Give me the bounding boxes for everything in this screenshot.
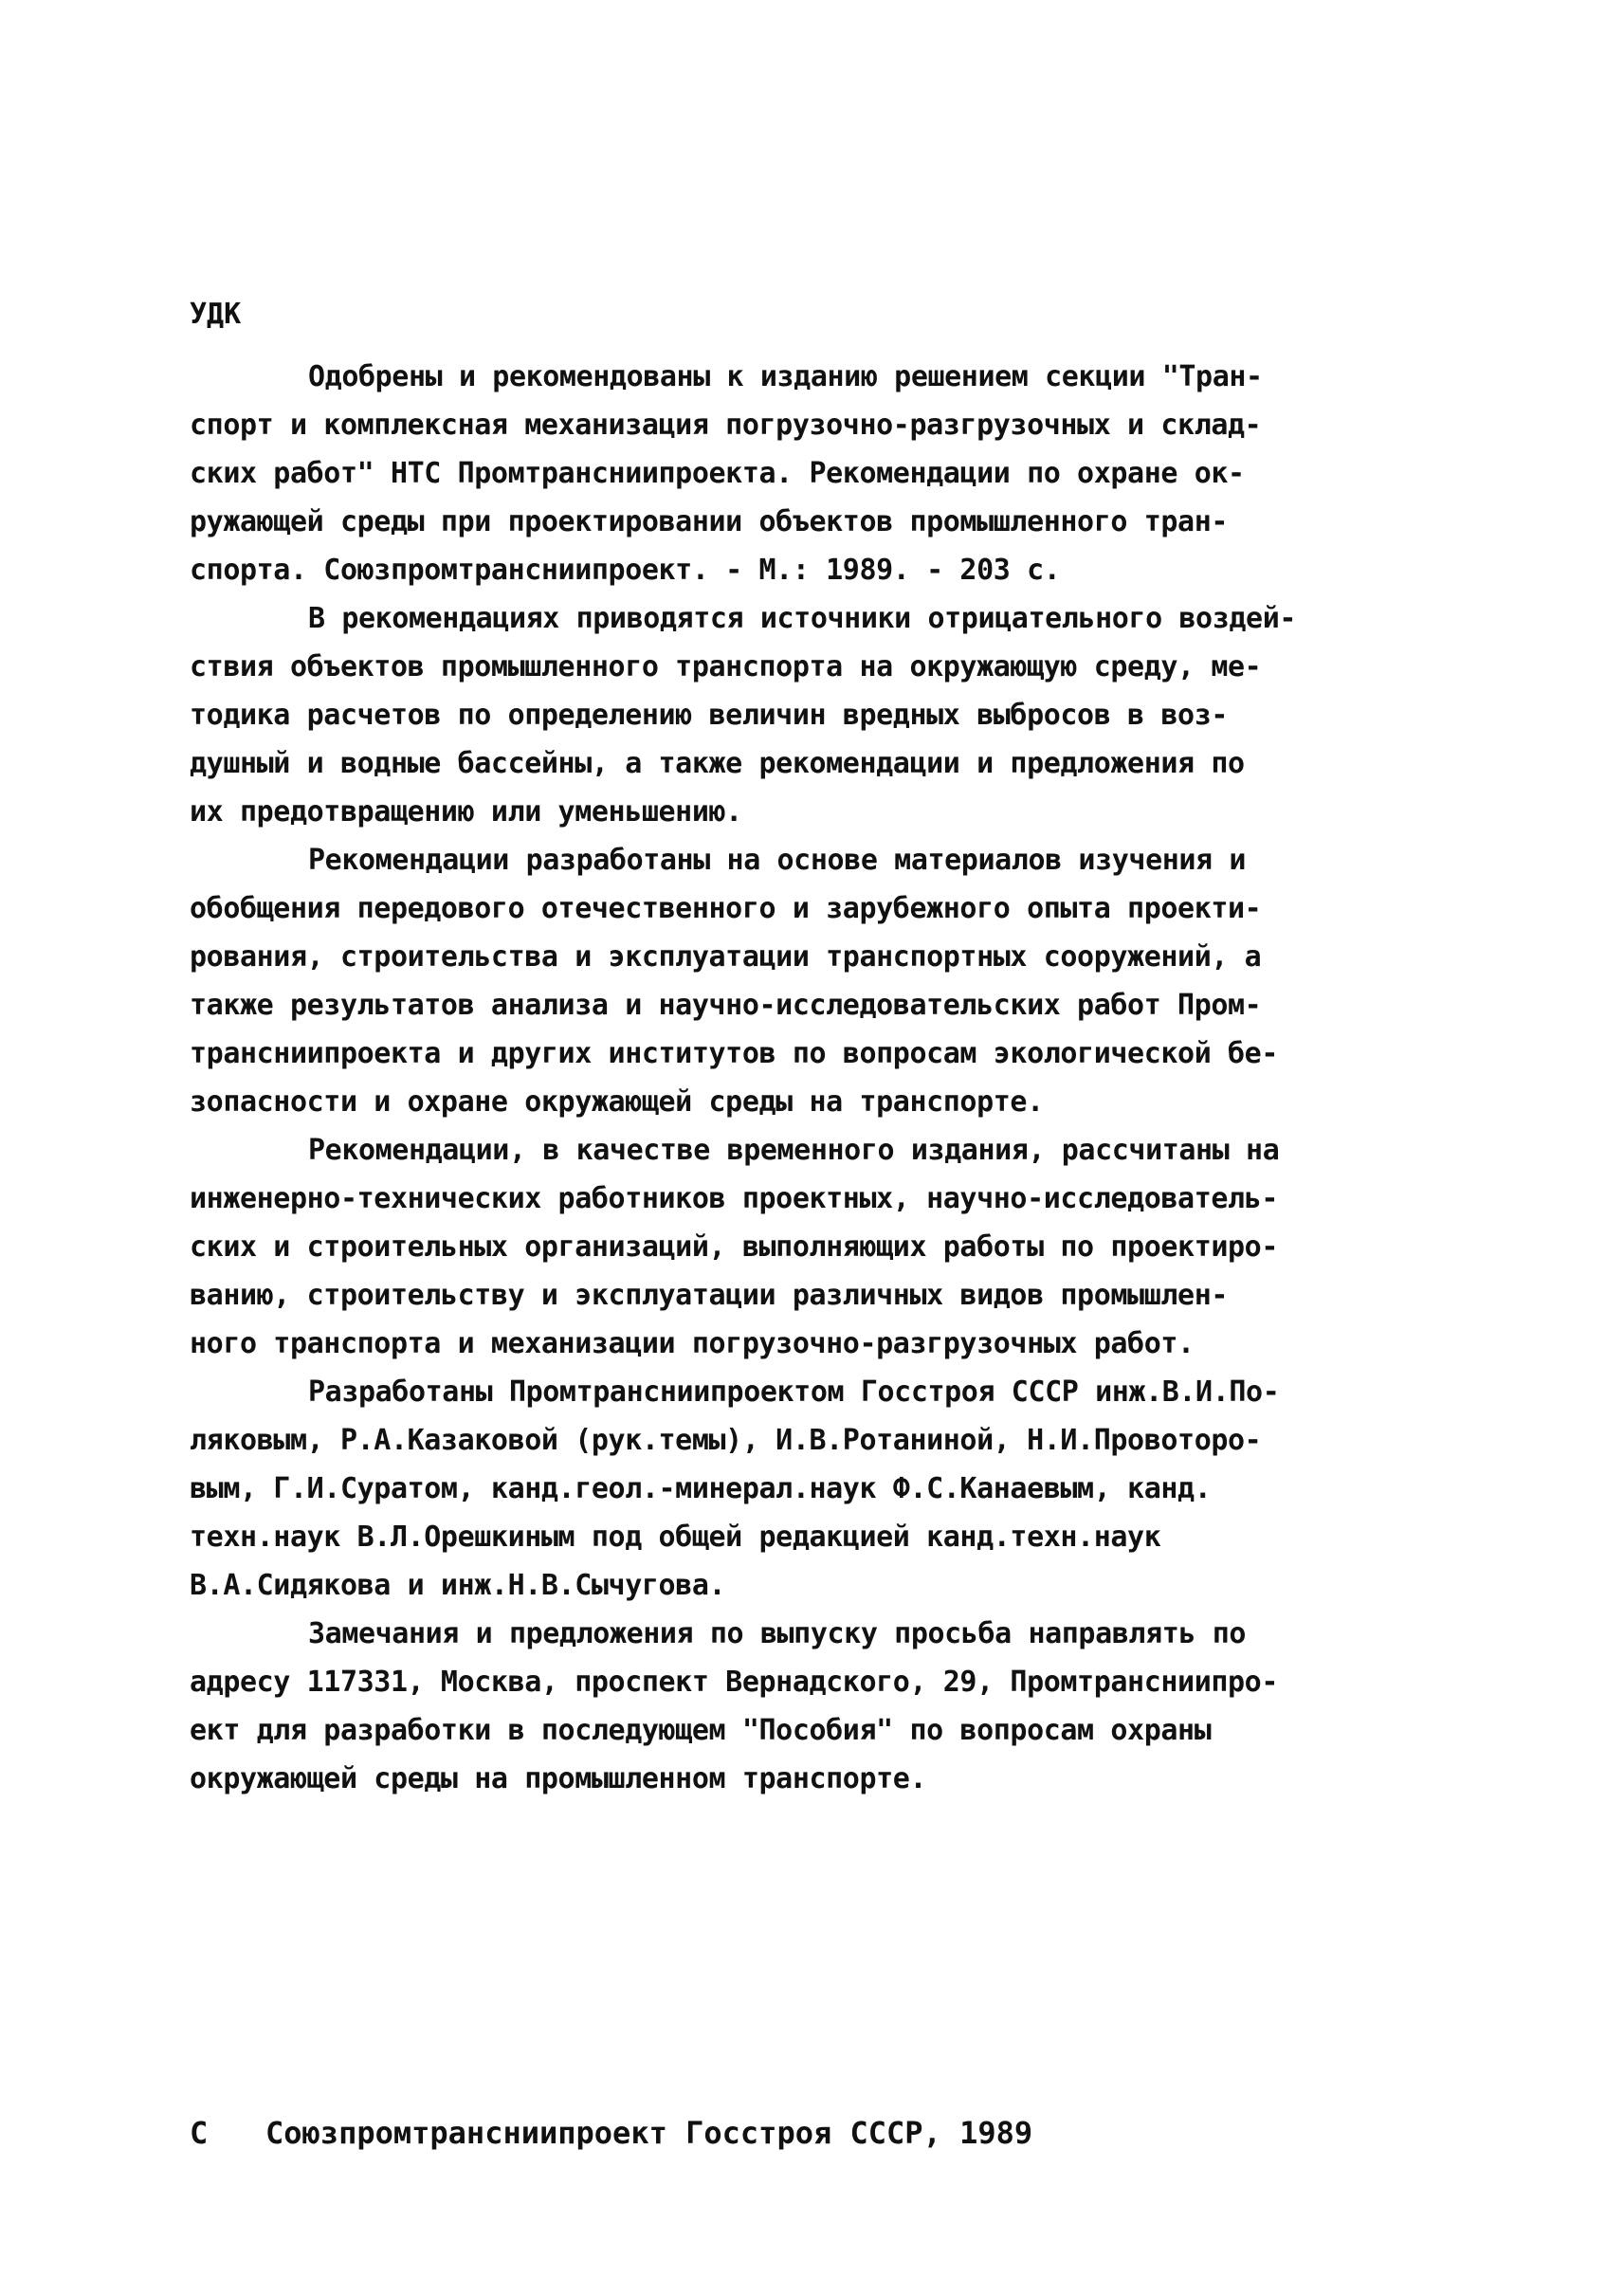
paragraph-line: Рекомендации, в качестве временного издания, рассчитаны на <box>308 1134 1280 1167</box>
paragraph-audience <box>190 1126 1451 1368</box>
paragraph-line: вым, Г.И.Суратом, канд.геол.-минерал.наук Ф.С.Канаевым, канд. <box>190 1472 1212 1505</box>
paragraph-line: их предотвращению или уменьшению. <box>190 795 742 829</box>
paragraph-line: рования, строительства и эксплуатации транспортных сооружений, а <box>190 940 1262 974</box>
paragraph-line: ного транспорта и механизации погрузочно-разгрузочных работ. <box>190 1327 1195 1360</box>
paragraph-line: окружающей среды на промышленном транспорте. <box>190 1762 927 1795</box>
copyright-notice <box>190 2112 1032 2154</box>
paragraph-summary <box>190 594 1451 836</box>
paragraph-line: тодика расчетов по определению величин вредных выбросов в воз- <box>190 699 1229 732</box>
paragraph-line: Рекомендации разработаны на основе материалов изучения и <box>308 844 1247 877</box>
paragraph-feedback <box>190 1610 1451 1803</box>
paragraph-line: спорта. Союзпромтрансниипроект. - М.: 1989. - 203 с. <box>190 554 1061 587</box>
paragraph-line: В.А.Сидякова и инж.Н.В.Сычугова. <box>190 1569 726 1602</box>
paragraph-line: трансниипроекта и других институтов по вопросам экологической бе- <box>190 1037 1278 1070</box>
paragraph-line: зопасности и охране окружающей среды на транспорте. <box>190 1085 1044 1119</box>
document-body <box>190 353 1451 1803</box>
paragraph-line: спорт и комплексная механизация погрузочно-разгрузочных и склад- <box>190 409 1262 442</box>
copyright-symbol: С <box>190 2115 209 2151</box>
paragraph-line: ект для разработки в последующем "Пособия" по вопросам охраны <box>190 1714 1212 1747</box>
paragraph-line: также результатов анализа и научно-исследовательских работ Пром- <box>190 989 1262 1022</box>
paragraph-authors <box>190 1368 1451 1610</box>
paragraph-basis <box>190 836 1451 1126</box>
paragraph-line: ружающей среды при проектировании объектов промышленного тран- <box>190 505 1229 538</box>
paragraph-approval <box>190 353 1451 594</box>
paragraph-line: обобщения передового отечественного и зарубежного опыта проекти- <box>190 892 1262 925</box>
paragraph-line: инженерно-технических работников проектных, научно-исследователь- <box>190 1182 1278 1215</box>
paragraph-line: ванию, строительству и эксплуатации различных видов промышлен- <box>190 1279 1229 1312</box>
paragraph-line: ляковым, Р.А.Казаковой (рук.темы), И.В.Ротаниной, Н.И.Провоторо- <box>190 1424 1262 1457</box>
paragraph-line: Разработаны Промтрансниипроектом Госстроя СССР инж.В.И.По- <box>308 1375 1280 1409</box>
paragraph-line: ских работ" НТС Промтрансниипроекта. Рекомендации по охране ок- <box>190 457 1245 490</box>
paragraph-line: адресу 117331, Москва, проспект Вернадского, 29, Промтрансниипро- <box>190 1666 1278 1699</box>
paragraph-line: В рекомендациях приводятся источники отрицательного воздей- <box>308 602 1297 635</box>
paragraph-line: Одобрены и рекомендованы к изданию решением секции "Тран- <box>308 360 1263 393</box>
udk-label: УДК <box>190 298 242 331</box>
paragraph-line: душный и водные бассейны, а также рекомендации и предложения по <box>190 747 1245 780</box>
copyright-text: Союзпромтрансниипроект Госстроя СССР, 1989 <box>265 2115 1033 2151</box>
paragraph-line: ствия объектов промышленного транспорта на окружающую среду, ме- <box>190 650 1262 683</box>
paragraph-line: техн.наук В.Л.Орешкиным под общей редакцией канд.техн.наук <box>190 1521 1161 1554</box>
paragraph-line: ских и строительных организаций, выполняющих работы по проектиро- <box>190 1230 1278 1264</box>
paragraph-line: Замечания и предложения по выпуску просьба направлять по <box>308 1617 1247 1650</box>
